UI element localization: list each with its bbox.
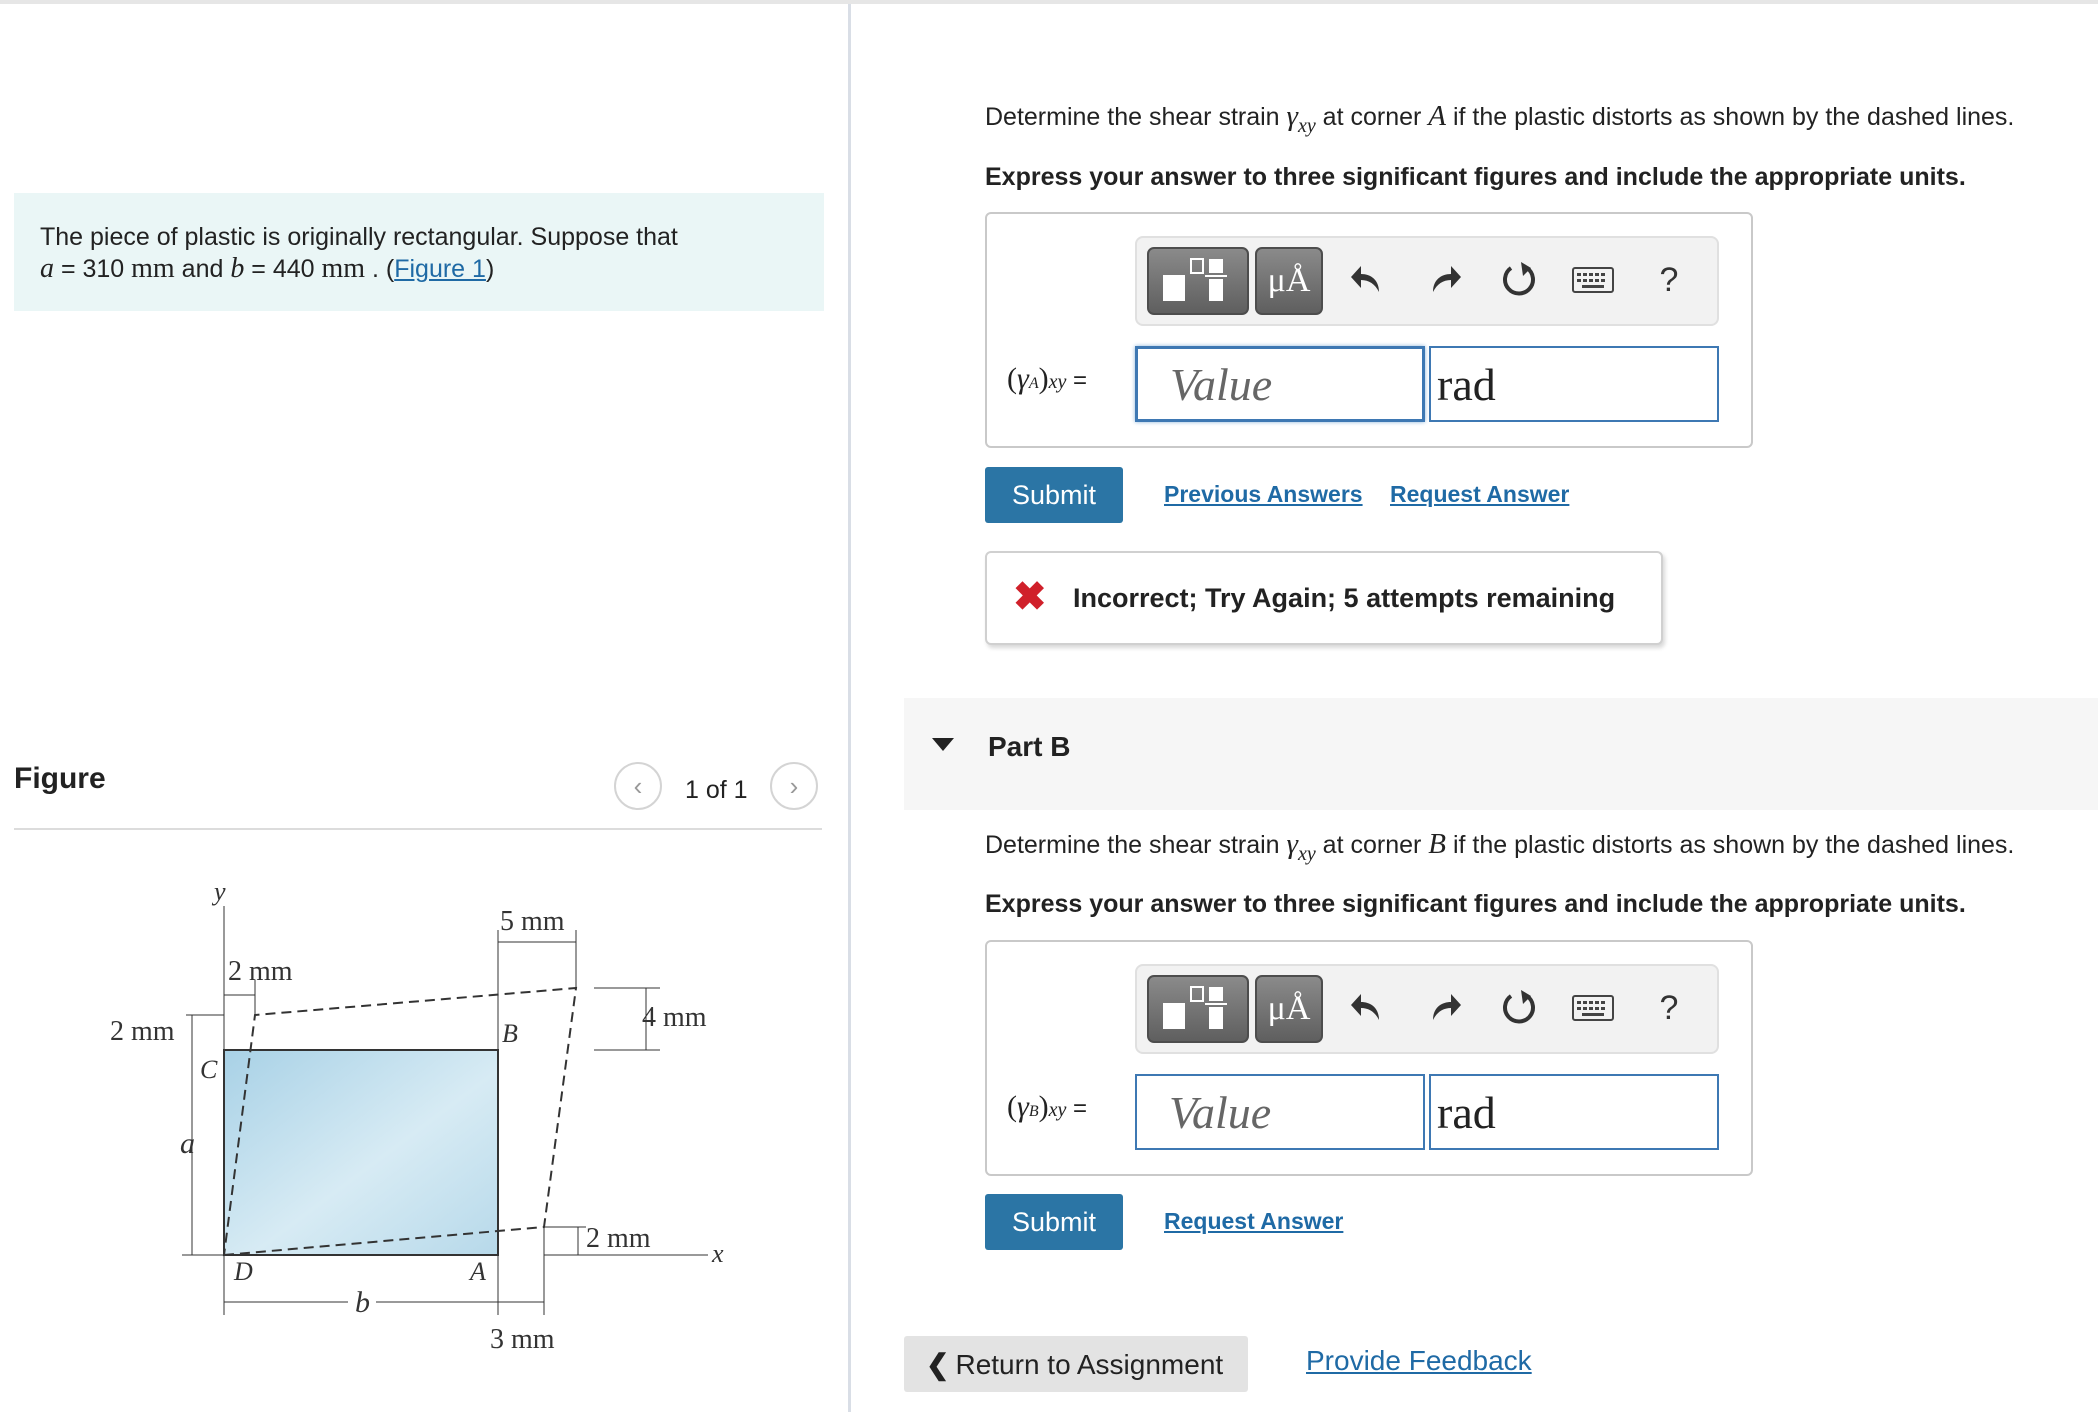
units-button[interactable] [1255, 247, 1323, 315]
redo-button[interactable] [1421, 984, 1469, 1032]
units-button[interactable] [1255, 975, 1323, 1043]
dim-2mm-top-label: 2 mm [228, 956, 293, 987]
figure-prev-button[interactable] [614, 762, 662, 810]
label-gamma: γ [1017, 1090, 1029, 1123]
part-a-submit-button[interactable]: Submit [985, 467, 1123, 523]
dim-3mm-label: 3 mm [490, 1324, 555, 1355]
template-icon [1149, 977, 1247, 1041]
part-b-at-corner: at corner [1315, 831, 1429, 859]
figure-link[interactable]: Figure 1 [394, 255, 486, 283]
redo-icon [1427, 990, 1463, 1026]
help-button[interactable] [1645, 256, 1693, 304]
and-text: and [174, 255, 231, 283]
figure-rule [14, 828, 822, 830]
corner-c-label: C [200, 1055, 218, 1084]
problem-line-2 [40, 253, 798, 285]
reset-icon [1499, 988, 1539, 1028]
error-x-icon: ✖ [1013, 575, 1047, 619]
part-a-answer-label [1007, 362, 1087, 396]
part-b-question [985, 828, 2014, 866]
part-b-gamma: γ [1286, 828, 1298, 860]
problem-line-1: The piece of plastic is originally rectangular. Suppose that [40, 223, 678, 251]
provide-feedback-link[interactable]: Provide Feedback [1306, 1345, 1532, 1376]
unit-mm-b: mm [321, 253, 366, 284]
help-icon: ? [1659, 988, 1679, 1027]
template-button[interactable] [1147, 247, 1249, 315]
chevron-right-icon: › [789, 770, 799, 801]
corner-b-label: B [502, 1019, 518, 1048]
redo-icon [1427, 262, 1463, 298]
part-b-header[interactable] [904, 698, 2098, 810]
previous-answers-link[interactable]: Previous Answers [1164, 481, 1363, 507]
part-a-gamma-sub: xy [1297, 115, 1316, 137]
label-close: ) [1038, 1090, 1049, 1123]
chevron-left-icon: ❮ [926, 1348, 950, 1380]
part-b-question-pre: Determine the shear strain [985, 831, 1287, 859]
undo-icon [1349, 262, 1385, 298]
label-open: ( [1007, 1090, 1017, 1123]
close-paren: ) [485, 255, 495, 283]
keyboard-button[interactable] [1569, 256, 1617, 304]
part-a-corner: A [1428, 100, 1447, 132]
keyboard-button[interactable] [1569, 984, 1617, 1032]
redo-button[interactable] [1421, 256, 1469, 304]
part-a-question-pre: Determine the shear strain [985, 103, 1287, 131]
part-a-at-corner: at corner [1315, 103, 1429, 131]
label-sub: xy [1048, 1099, 1067, 1121]
chevron-left-icon: ‹ [633, 770, 643, 801]
dim-a-label: a [180, 1127, 195, 1160]
template-button[interactable] [1147, 975, 1249, 1043]
corner-a-label: A [470, 1257, 486, 1286]
undo-icon [1349, 990, 1385, 1026]
reset-icon [1499, 260, 1539, 300]
part-b-instructions: Express your answer to three significant figures and include the appropriate units. [985, 890, 1966, 918]
label-open: ( [1007, 362, 1017, 395]
return-to-assignment-button[interactable] [904, 1336, 1248, 1392]
undo-button[interactable] [1343, 256, 1391, 304]
figure-title: Figure [14, 762, 106, 795]
label-eq: = [1066, 367, 1088, 394]
top-rule [0, 0, 2098, 4]
part-b-submit-button[interactable]: Submit [985, 1194, 1123, 1250]
unit-mm-a: mm [131, 253, 175, 284]
figure-counter: 1 of 1 [685, 776, 748, 804]
part-a-gamma: γ [1286, 100, 1298, 132]
help-icon: ? [1659, 260, 1679, 299]
units-icon: μÅ [1267, 262, 1311, 299]
part-b-title: Part B [988, 731, 1071, 762]
tail-text: . ( [365, 255, 395, 283]
part-a-answer-box [985, 212, 1753, 448]
template-icon [1149, 249, 1247, 313]
corner-d-label: D [234, 1257, 253, 1286]
reset-button[interactable] [1495, 256, 1543, 304]
keyboard-icon [1572, 267, 1614, 293]
part-b-answer-label [1007, 1090, 1087, 1124]
label-sub: xy [1048, 371, 1067, 393]
undo-button[interactable] [1343, 984, 1391, 1032]
dim-2mm-bottom-label: 2 mm [586, 1223, 651, 1254]
part-a-request-answer-link[interactable]: Request Answer [1390, 481, 1570, 507]
y-axis-label: y [214, 877, 226, 906]
eq-b: = 440 [244, 255, 322, 283]
label-close: ) [1038, 362, 1049, 395]
label-corner: A [1028, 375, 1039, 392]
dim-4mm-label: 4 mm [642, 1002, 707, 1033]
part-b-gamma-sub: xy [1297, 843, 1316, 865]
part-b-corner: B [1428, 828, 1447, 860]
label-eq: = [1066, 1095, 1088, 1122]
part-a-instructions: Express your answer to three significant figures and include the appropriate units. [985, 163, 1966, 191]
part-a-feedback [985, 551, 1663, 645]
part-a-question [985, 100, 2014, 138]
dim-2mm-left-label: 2 mm [110, 1016, 175, 1047]
units-icon: μÅ [1267, 990, 1311, 1027]
feedback-text: Incorrect; Try Again; 5 attempts remaining [1073, 583, 1616, 613]
var-a: a [40, 253, 54, 284]
problem-statement [14, 193, 824, 311]
part-b-request-answer-link[interactable]: Request Answer [1164, 1208, 1344, 1234]
part-b-value-input[interactable] [1135, 1074, 1425, 1150]
part-a-value-input[interactable] [1135, 346, 1425, 422]
x-axis-label: x [712, 1239, 724, 1268]
label-corner: B [1028, 1103, 1039, 1120]
plastic-rectangle [224, 1050, 498, 1255]
part-b-unit-input[interactable] [1429, 1074, 1719, 1150]
panel-divider [848, 4, 851, 1412]
eq-a: = 310 [54, 255, 132, 283]
part-b-toolbar [1135, 964, 1719, 1054]
figure-next-button[interactable] [770, 762, 818, 810]
return-label: Return to Assignment [955, 1348, 1224, 1380]
var-b: b [230, 253, 245, 284]
label-gamma: γ [1017, 362, 1029, 395]
part-a-unit-input[interactable] [1429, 346, 1719, 422]
part-b-question-post: if the plastic distorts as shown by the dashed lines. [1446, 831, 2015, 859]
reset-button[interactable] [1495, 984, 1543, 1032]
plastic-figure [100, 870, 740, 1390]
part-a-question-post: if the plastic distorts as shown by the dashed lines. [1446, 103, 2015, 131]
help-button[interactable] [1645, 984, 1693, 1032]
keyboard-icon [1572, 995, 1614, 1021]
part-b-answer-box [985, 940, 1753, 1176]
dim-b-label: b [355, 1286, 370, 1319]
dim-5mm-label: 5 mm [500, 906, 565, 937]
caret-down-icon[interactable] [932, 738, 954, 751]
part-a-toolbar [1135, 236, 1719, 326]
